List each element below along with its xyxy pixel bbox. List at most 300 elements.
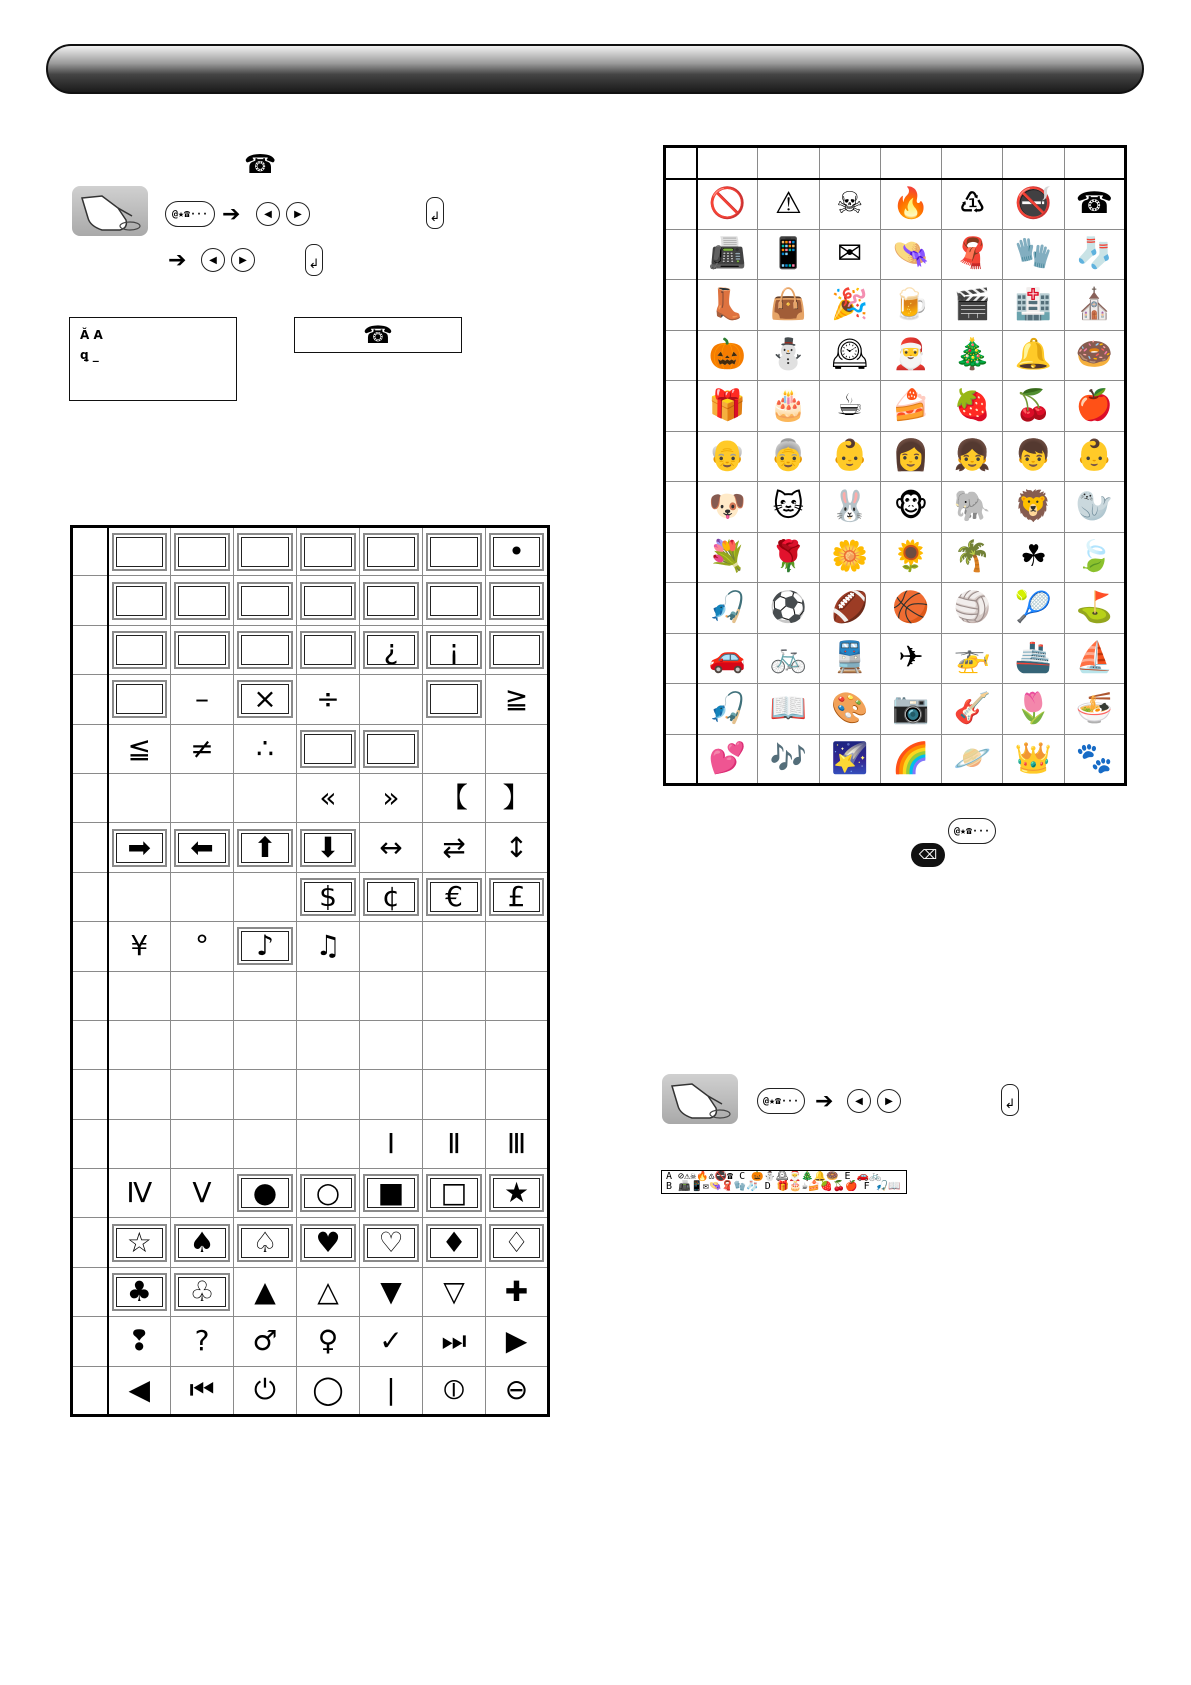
picture-cell bbox=[819, 431, 880, 482]
picture-cell bbox=[942, 583, 1003, 634]
symbol-cell bbox=[486, 1119, 549, 1168]
table-row bbox=[72, 1119, 549, 1168]
row-header-cell bbox=[665, 684, 697, 735]
framed-symbol bbox=[112, 533, 168, 571]
picture-symbol-icon: 💐 bbox=[708, 539, 747, 575]
symbol-glyph: ° bbox=[195, 929, 209, 963]
picture-cell bbox=[880, 330, 941, 381]
symbol-cell bbox=[297, 1366, 360, 1415]
symbol-cell bbox=[360, 823, 423, 872]
symbol-cell bbox=[234, 1267, 297, 1316]
framed-symbol bbox=[174, 582, 230, 620]
picture-cell bbox=[1003, 229, 1064, 280]
picture-symbol-icon: 🎸 bbox=[953, 690, 991, 726]
symbol-glyph: » bbox=[382, 781, 400, 815]
picture-cell bbox=[942, 280, 1003, 331]
table-row bbox=[72, 773, 549, 822]
framed-symbol: ■ bbox=[363, 1174, 419, 1212]
picture-cell bbox=[697, 583, 758, 634]
symbol-cell bbox=[108, 1020, 171, 1069]
symbol-cell bbox=[423, 625, 486, 674]
picture-symbol-icon: 🍺 bbox=[892, 286, 930, 322]
picture-symbol-icon: 🚆 bbox=[831, 640, 869, 676]
picture-symbol-icon: 🏥 bbox=[1014, 286, 1053, 322]
basic-symbols-table bbox=[70, 525, 550, 1417]
framed-symbol bbox=[426, 582, 482, 620]
symbol-cell bbox=[234, 675, 297, 724]
picture-cell bbox=[819, 532, 880, 583]
picture-symbol-icon: 🎃 bbox=[708, 337, 747, 373]
symbol-cell bbox=[360, 1366, 423, 1415]
right-arrow-key[interactable]: ▶ bbox=[286, 202, 310, 226]
picture-symbol-icon: 📖 bbox=[769, 690, 808, 726]
symbol-cell bbox=[234, 527, 297, 576]
symbol-cell bbox=[297, 1020, 360, 1069]
framed-symbol: ♪ bbox=[237, 927, 293, 965]
picture-cell bbox=[880, 229, 941, 280]
picture-symbol-icon: 🦭 bbox=[1075, 488, 1114, 524]
symbol-cell bbox=[360, 576, 423, 625]
phone-icon: ☎ bbox=[363, 321, 393, 349]
picture-symbol-icon: 🐶 bbox=[708, 488, 747, 524]
symbol-glyph: ⦶ bbox=[443, 1373, 465, 1407]
picture-cell bbox=[942, 330, 1003, 381]
picture-symbol-icon: 🎂 bbox=[769, 387, 808, 423]
picture-cell bbox=[942, 633, 1003, 684]
left-arrow-key[interactable]: ◀ bbox=[201, 248, 225, 272]
symbol-cell bbox=[108, 773, 171, 822]
symbol-glyph: ❢ bbox=[127, 1324, 151, 1358]
picture-cell bbox=[819, 229, 880, 280]
picture-cell bbox=[942, 532, 1003, 583]
symbol-cell bbox=[108, 724, 171, 773]
picture-symbol-icon: 🎾 bbox=[1014, 589, 1053, 625]
row-header-cell bbox=[72, 1020, 108, 1069]
picture-cell bbox=[1003, 280, 1064, 331]
symbol-cell bbox=[171, 675, 234, 724]
symbol-cell bbox=[423, 922, 486, 971]
symbol-cell bbox=[423, 971, 486, 1020]
picture-symbol-icon: ✉ bbox=[837, 236, 863, 272]
table-row bbox=[72, 675, 549, 724]
symbol-glyph: « bbox=[319, 781, 337, 815]
picture-symbol-icon: ⛵ bbox=[1075, 640, 1114, 676]
label-output bbox=[294, 317, 462, 353]
picture-cell bbox=[880, 381, 941, 432]
symbol-glyph: – bbox=[195, 682, 209, 716]
picture-symbol-icon: 📱 bbox=[769, 236, 808, 272]
picture-symbol-icon: 🐵 bbox=[893, 488, 929, 524]
symbol-cell bbox=[360, 922, 423, 971]
framed-symbol: ♢ bbox=[489, 1224, 544, 1262]
symbol-cell bbox=[108, 1366, 171, 1415]
framed-symbol: ¡ bbox=[426, 631, 482, 669]
framed-symbol bbox=[112, 680, 168, 718]
symbol-glyph: ≧ bbox=[504, 682, 529, 716]
symbol-glyph: ? bbox=[194, 1324, 210, 1358]
symbol-cell bbox=[486, 527, 549, 576]
framed-symbol bbox=[426, 680, 482, 718]
picture-symbol-icon: ⚠ bbox=[774, 186, 802, 221]
picture-symbol-icon: 👶 bbox=[1075, 438, 1114, 474]
picture-cell bbox=[1064, 633, 1125, 684]
symbol-cell bbox=[297, 625, 360, 674]
picture-cell bbox=[697, 179, 758, 230]
picture-symbol-icon: 🚢 bbox=[1014, 640, 1053, 676]
symbol-cell bbox=[423, 527, 486, 576]
table-row bbox=[665, 431, 1126, 482]
picture-cell bbox=[1064, 280, 1125, 331]
picture-cell bbox=[942, 229, 1003, 280]
row-header-cell bbox=[72, 527, 108, 576]
symbol-cell bbox=[108, 675, 171, 724]
enter-key[interactable]: ↲ bbox=[426, 197, 444, 229]
picture-symbol-icon: 🕰 bbox=[830, 337, 869, 373]
picture-cell bbox=[758, 381, 819, 432]
picture-cell bbox=[758, 532, 819, 583]
symbol-cell bbox=[108, 625, 171, 674]
row-header-cell bbox=[665, 381, 697, 432]
symbol-glyph: ♀ bbox=[317, 1324, 339, 1358]
picture-symbol-icon: 📷 bbox=[892, 690, 930, 726]
column-header-cell bbox=[942, 147, 1003, 179]
row-header-cell bbox=[72, 1366, 108, 1415]
picture-symbol-icon: 🐘 bbox=[953, 488, 991, 524]
picture-cell bbox=[758, 583, 819, 634]
symbol-cell bbox=[360, 1119, 423, 1168]
picture-cell bbox=[1003, 633, 1064, 684]
picture-symbol-icon: 👩 bbox=[892, 438, 930, 474]
symbol-cell bbox=[297, 1119, 360, 1168]
picture-cell bbox=[1003, 583, 1064, 634]
symbol-cell bbox=[297, 527, 360, 576]
picture-symbol-icon: 🏈 bbox=[831, 589, 869, 625]
picture-cell bbox=[1003, 482, 1064, 533]
framed-symbol bbox=[237, 582, 293, 620]
table-row bbox=[665, 280, 1126, 331]
picture-cell bbox=[819, 280, 880, 331]
picture-cell bbox=[880, 482, 941, 533]
symbol-cell bbox=[486, 971, 549, 1020]
symbol-glyph: Ⅴ bbox=[192, 1176, 212, 1210]
symbol-glyph: ∴ bbox=[256, 731, 274, 765]
symbol-glyph: Ⅰ bbox=[386, 1126, 396, 1160]
symbol-cell bbox=[360, 724, 423, 773]
symbol-cell bbox=[108, 1119, 171, 1168]
picture-cell bbox=[880, 684, 941, 735]
picture-cell bbox=[942, 179, 1003, 230]
symbol-cell bbox=[108, 527, 171, 576]
symbol-cell bbox=[171, 773, 234, 822]
picture-cell bbox=[819, 482, 880, 533]
symbol-cell bbox=[297, 922, 360, 971]
symbol-cell bbox=[171, 1169, 234, 1218]
picture-symbol-icon: 🐰 bbox=[831, 488, 869, 524]
picture-symbol-icon: 🍃 bbox=[1075, 539, 1114, 575]
symbol-cell bbox=[234, 724, 297, 773]
picture-symbol-icon: ⛳ bbox=[1075, 589, 1114, 625]
framed-symbol bbox=[112, 631, 168, 669]
row-header-cell bbox=[72, 1169, 108, 1218]
table-row bbox=[665, 633, 1126, 684]
picture-symbol-icon: 🎶 bbox=[769, 740, 808, 776]
symbol-cell bbox=[486, 773, 549, 822]
framed-symbol bbox=[300, 631, 356, 669]
picture-symbol-icon: 🎉 bbox=[831, 286, 869, 322]
picture-cell bbox=[758, 280, 819, 331]
framed-symbol bbox=[426, 533, 482, 571]
right-arrow-icon: ➔ bbox=[815, 1089, 834, 1114]
table-row bbox=[665, 583, 1126, 634]
picture-symbol-icon: 👢 bbox=[708, 286, 747, 322]
framed-symbol: □ bbox=[426, 1174, 482, 1212]
symbol-cell bbox=[171, 1119, 234, 1168]
picture-symbol-icon: 🚗 bbox=[708, 640, 747, 676]
row-header-cell bbox=[665, 734, 697, 785]
picture-symbol-icon: 🔔 bbox=[1014, 337, 1053, 373]
picture-cell bbox=[758, 431, 819, 482]
picture-cell bbox=[697, 381, 758, 432]
picture-cell bbox=[697, 633, 758, 684]
enter-key[interactable]: ↲ bbox=[1001, 1084, 1019, 1116]
picture-cell bbox=[880, 431, 941, 482]
row-header-cell bbox=[665, 280, 697, 331]
picture-cell bbox=[1003, 179, 1064, 230]
picture-cell bbox=[697, 229, 758, 280]
picture-cell bbox=[880, 532, 941, 583]
right-arrow-key[interactable]: ▶ bbox=[231, 248, 255, 272]
symbol-cell bbox=[486, 1317, 549, 1366]
picture-symbol-icon: ⛪ bbox=[1075, 286, 1114, 322]
table-row bbox=[72, 1317, 549, 1366]
symbol-glyph: ◯ bbox=[312, 1373, 344, 1407]
symbol-glyph: ≦ bbox=[127, 731, 151, 765]
symbol-cell bbox=[423, 1070, 486, 1119]
symbol-cell bbox=[108, 1317, 171, 1366]
picture-cell bbox=[880, 633, 941, 684]
symbol-cell bbox=[234, 1070, 297, 1119]
left-arrow-key[interactable]: ◀ bbox=[256, 202, 280, 226]
symbol-key[interactable]: @★☎··· bbox=[757, 1088, 805, 1114]
framed-symbol bbox=[112, 582, 168, 620]
symbol-cell bbox=[486, 922, 549, 971]
picture-symbol-icon: ☠ bbox=[836, 186, 864, 221]
row-header-cell bbox=[72, 872, 108, 921]
picture-cell bbox=[758, 229, 819, 280]
picture-cell bbox=[758, 179, 819, 230]
left-arrow-key[interactable]: ◀ bbox=[847, 1089, 871, 1113]
symbol-cell bbox=[423, 576, 486, 625]
picture-cell bbox=[697, 734, 758, 785]
symbol-glyph: ≠ bbox=[190, 731, 214, 765]
picture-symbol-icon: 🌠 bbox=[831, 740, 869, 776]
picture-cell bbox=[1064, 734, 1125, 785]
picture-cell bbox=[1064, 229, 1125, 280]
symbol-key[interactable]: @★☎··· bbox=[165, 201, 215, 227]
symbol-cell bbox=[297, 872, 360, 921]
framed-symbol: ○ bbox=[300, 1174, 356, 1212]
symbol-cell bbox=[171, 1366, 234, 1415]
row-header-cell bbox=[72, 1070, 108, 1119]
symbol-glyph: ♫ bbox=[315, 929, 341, 963]
phone-icon: ☎ bbox=[244, 150, 277, 180]
table-row bbox=[72, 1366, 549, 1415]
picture-symbol-icon: 🌹 bbox=[769, 539, 808, 575]
symbol-cell bbox=[423, 1218, 486, 1267]
picture-symbol-icon: 🏀 bbox=[892, 589, 930, 625]
picture-symbol-icon: 🎁 bbox=[708, 387, 747, 423]
picture-symbol-icon: 🍜 bbox=[1075, 690, 1114, 726]
framed-symbol bbox=[489, 582, 544, 620]
framed-symbol: ♥ bbox=[300, 1224, 356, 1262]
picture-cell bbox=[880, 280, 941, 331]
picture-symbol-icon: ✈ bbox=[898, 640, 924, 676]
symbol-glyph: ÷ bbox=[316, 682, 340, 716]
table-row bbox=[665, 330, 1126, 381]
row-header-cell bbox=[665, 330, 697, 381]
framed-symbol: ♧ bbox=[174, 1273, 230, 1311]
picture-symbol-icon: 🍰 bbox=[892, 387, 930, 423]
framed-symbol: ♣ bbox=[112, 1273, 168, 1311]
picture-cell bbox=[758, 633, 819, 684]
picture-cell bbox=[758, 482, 819, 533]
symbol-glyph: ⏭ bbox=[441, 1324, 467, 1358]
enter-key[interactable]: ↲ bbox=[305, 244, 323, 276]
symbol-cell bbox=[423, 1169, 486, 1218]
column-header-cell bbox=[1003, 147, 1064, 179]
lcd-line-2: ꝗ _ bbox=[80, 348, 99, 362]
picture-cell bbox=[1003, 431, 1064, 482]
symbol-cell bbox=[360, 872, 423, 921]
symbol-cell bbox=[297, 576, 360, 625]
symbol-cell bbox=[360, 1267, 423, 1316]
symbol-cell bbox=[171, 527, 234, 576]
picture-cell bbox=[819, 684, 880, 735]
framed-symbol bbox=[300, 582, 356, 620]
framed-symbol: ¿ bbox=[363, 631, 419, 669]
row-header-cell bbox=[665, 583, 697, 634]
picture-cell bbox=[942, 734, 1003, 785]
picture-cell bbox=[1003, 734, 1064, 785]
framed-symbol: ♤ bbox=[237, 1224, 293, 1262]
framed-symbol: ♠ bbox=[174, 1224, 230, 1262]
symbol-key[interactable]: @★☎··· bbox=[948, 818, 996, 844]
row-header-cell bbox=[72, 625, 108, 674]
right-arrow-icon: ➔ bbox=[168, 248, 187, 273]
symbol-glyph: ✓ bbox=[379, 1324, 403, 1358]
symbol-cell bbox=[486, 1366, 549, 1415]
delete-key[interactable]: ⌫ bbox=[911, 843, 945, 867]
symbol-cell bbox=[234, 1169, 297, 1218]
table-row bbox=[665, 684, 1126, 735]
row-header-cell bbox=[665, 179, 697, 230]
symbol-cell bbox=[171, 971, 234, 1020]
symbol-cell bbox=[171, 576, 234, 625]
symbol-cell bbox=[234, 1020, 297, 1069]
symbol-cell bbox=[108, 872, 171, 921]
symbol-cell bbox=[486, 1020, 549, 1069]
symbol-glyph: ↕ bbox=[504, 830, 529, 864]
symbol-glyph: 】 bbox=[502, 781, 531, 815]
picture-symbol-icon: 🚫 bbox=[708, 186, 747, 221]
picture-cell bbox=[819, 734, 880, 785]
hand-press-icon bbox=[662, 1074, 738, 1124]
symbol-glyph: ▲ bbox=[254, 1275, 276, 1309]
symbol-cell bbox=[360, 1020, 423, 1069]
symbol-cell bbox=[360, 1317, 423, 1366]
table-row bbox=[665, 229, 1126, 280]
row-header-cell bbox=[72, 922, 108, 971]
column-header-cell bbox=[880, 147, 941, 179]
symbol-cell bbox=[108, 823, 171, 872]
symbol-cell bbox=[297, 724, 360, 773]
picture-symbol-icon: ⚽ bbox=[769, 589, 808, 625]
picture-symbol-icon: 🌻 bbox=[892, 539, 930, 575]
picture-cell bbox=[697, 330, 758, 381]
symbol-glyph: Ⅳ bbox=[126, 1176, 153, 1210]
picture-symbol-icon: ☎ bbox=[1075, 186, 1114, 221]
symbol-cell bbox=[486, 675, 549, 724]
row-header-cell bbox=[665, 482, 697, 533]
symbol-cell bbox=[171, 1317, 234, 1366]
row-header-cell bbox=[665, 532, 697, 583]
picture-cell bbox=[697, 532, 758, 583]
symbol-cell bbox=[108, 971, 171, 1020]
framed-symbol bbox=[363, 582, 419, 620]
symbol-cell bbox=[297, 1267, 360, 1316]
symbol-cell bbox=[108, 1169, 171, 1218]
category-preview-strip bbox=[661, 1170, 907, 1194]
framed-symbol: ♦ bbox=[426, 1224, 482, 1262]
picture-cell bbox=[1064, 532, 1125, 583]
symbol-cell bbox=[486, 1070, 549, 1119]
table-row bbox=[72, 1169, 549, 1218]
picture-cell bbox=[880, 583, 941, 634]
picture-symbol-icon: 🍒 bbox=[1014, 387, 1053, 423]
picture-symbol-icon: 🌴 bbox=[953, 539, 991, 575]
symbol-glyph: ▽ bbox=[443, 1275, 465, 1309]
symbol-cell bbox=[486, 1267, 549, 1316]
picture-symbol-icon: 🚁 bbox=[953, 640, 991, 676]
picture-cell bbox=[880, 179, 941, 230]
picture-cell bbox=[1003, 684, 1064, 735]
symbol-cell bbox=[423, 675, 486, 724]
framed-symbol: × bbox=[237, 680, 293, 718]
symbol-cell bbox=[486, 625, 549, 674]
picture-cell bbox=[1064, 179, 1125, 230]
table-row bbox=[72, 971, 549, 1020]
column-header-cell bbox=[1064, 147, 1125, 179]
picture-symbol-icon: 👒 bbox=[892, 236, 930, 272]
right-arrow-key[interactable]: ▶ bbox=[877, 1089, 901, 1113]
picture-symbol-icon: 🎄 bbox=[953, 337, 991, 373]
picture-symbol-icon: 👑 bbox=[1014, 740, 1053, 776]
framed-symbol: ★ bbox=[489, 1174, 544, 1212]
symbol-cell bbox=[360, 1218, 423, 1267]
symbol-cell bbox=[108, 1070, 171, 1119]
framed-symbol: ♡ bbox=[363, 1224, 419, 1262]
symbol-cell bbox=[423, 1267, 486, 1316]
symbol-cell bbox=[234, 1218, 297, 1267]
row-header-cell bbox=[72, 1218, 108, 1267]
table-row bbox=[665, 482, 1126, 533]
picture-symbol-icon: 🦁 bbox=[1014, 488, 1053, 524]
symbol-cell bbox=[297, 823, 360, 872]
symbol-cell bbox=[360, 1070, 423, 1119]
picture-cell bbox=[1064, 381, 1125, 432]
picture-cell bbox=[819, 633, 880, 684]
picture-symbol-icon: ☘ bbox=[1020, 539, 1047, 575]
